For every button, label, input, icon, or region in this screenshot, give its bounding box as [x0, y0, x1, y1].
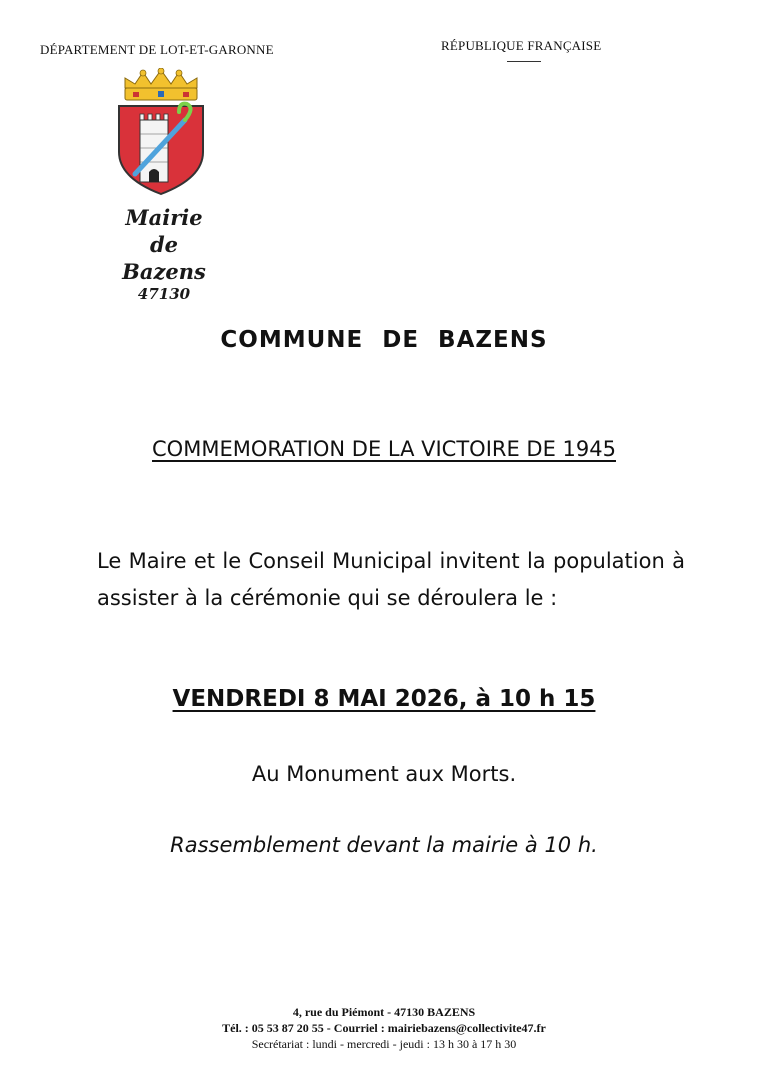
invitation-paragraph: Le Maire et le Conseil Municipal invitent la population à assister à la cérémonie qui se déroulera le :	[97, 549, 685, 610]
tower-icon	[140, 114, 168, 182]
mairie-postcode: 47130	[137, 285, 191, 303]
header-divider	[507, 61, 541, 62]
coat-of-arms-icon	[113, 68, 209, 196]
department-label: DÉPARTEMENT DE LOT-ET-GARONNE	[40, 42, 274, 57]
footer-hours: Secrétariat : lundi - mercredi - jeudi : 13 h 30 à 17 h 30	[251, 1037, 517, 1051]
mairie-line: Mairie	[125, 205, 203, 230]
event-location: Au Monument aux Morts.	[251, 762, 517, 786]
page-title: COMMUNE DE BAZENS	[220, 327, 548, 353]
republic-label: RÉPUBLIQUE FRANÇAISE	[441, 38, 602, 53]
mairie-line: Bazens	[122, 259, 206, 284]
event-date-time	[0, 686, 768, 712]
mairie-line: de	[149, 232, 179, 257]
event-title-text: COMMEMORATION DE LA VICTOIRE DE 1945	[152, 437, 616, 461]
footer-contact: Tél. : 05 53 87 20 55 - Courriel : mairiebazens@collectivite47.fr	[222, 1021, 546, 1035]
event-date-time-text: VENDREDI 8 MAI 2026, à 10 h 15	[172, 686, 596, 712]
footer	[0, 1004, 768, 1052]
crown-icon	[125, 68, 197, 100]
footer-address: 4, rue du Piémont - 47130 BAZENS	[292, 1005, 476, 1019]
gathering-note: Rassemblement devant la mairie à 10 h.	[170, 833, 598, 857]
mairie-signature	[104, 204, 224, 303]
event-title	[0, 437, 768, 461]
